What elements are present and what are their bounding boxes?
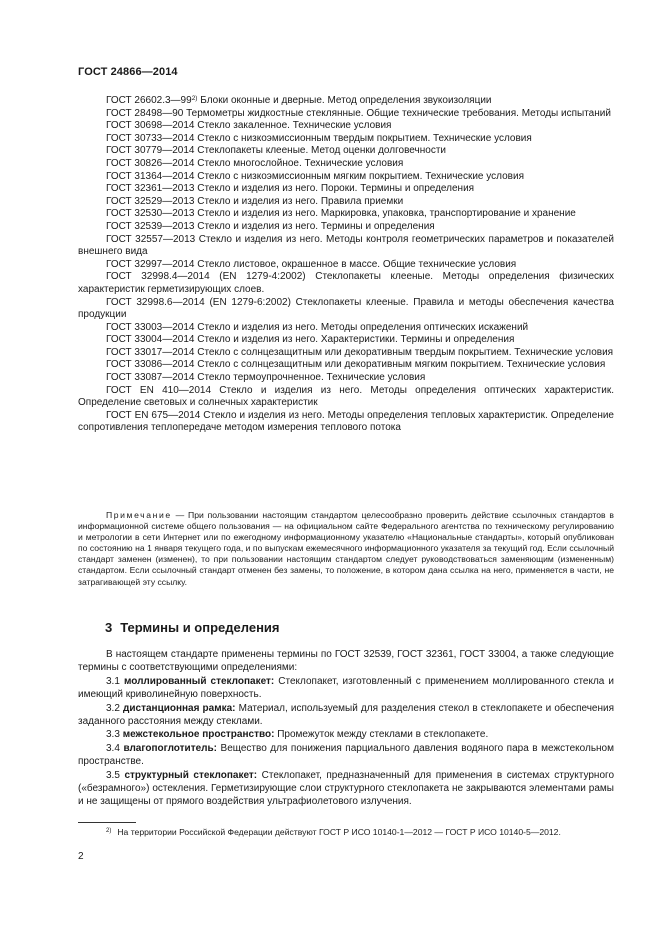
term-definition: Промежуток между стеклами в стеклопакете.	[274, 729, 489, 741]
reference-code: ГОСТ 32530—2013	[106, 208, 195, 220]
term-entry	[78, 728, 614, 741]
footnote-number: 2)	[106, 828, 112, 834]
footnote-separator	[78, 822, 136, 823]
term-entry	[78, 769, 614, 809]
reference-code: ГОСТ 26602.3—99	[106, 95, 192, 106]
reference-item	[78, 133, 614, 146]
reference-code: ГОСТ 33087—2014	[106, 372, 195, 384]
reference-title: Стекло и изделия из него. Методы определения оптических характеристик. Определение световых и солнечных характеристик	[78, 384, 615, 409]
reference-title: Стекло и изделия из него. Правила приемки	[194, 195, 404, 207]
reference-code: ГОСТ 30779—2014	[106, 145, 195, 157]
reference-item	[78, 359, 614, 372]
reference-code: ГОСТ 32361—2013	[106, 183, 195, 195]
reference-item	[78, 108, 614, 121]
reference-item	[78, 196, 614, 209]
reference-item	[78, 158, 614, 171]
section-number: 3	[105, 620, 113, 635]
reference-item	[78, 410, 614, 435]
reference-title: Блоки оконные и дверные. Метод определения звукоизоляции	[197, 95, 492, 106]
reference-code: ГОСТ EN 675—2014	[106, 409, 201, 421]
term-name: дистанционная рамка:	[123, 702, 236, 714]
reference-code: ГОСТ 32997—2014	[106, 258, 195, 270]
document-header: ГОСТ 24866—2014	[78, 66, 178, 78]
reference-title: Стекло и изделия из него. Термины и определения	[194, 220, 435, 232]
term-definition: Стеклопакет, предназначенный для применения в системах структурного («безрамного») остекления. Герметизирующие слои структурного стеклопакета не закрываются элементами рамы и не защищены от прямого воздействия ультрафиолетового излучения.	[78, 769, 615, 808]
reference-item	[78, 120, 614, 133]
reference-code: ГОСТ 28498—90	[106, 107, 184, 119]
page-number: 2	[78, 851, 84, 862]
reference-item	[78, 334, 614, 347]
reference-title: Стекло с солнцезащитным или декоративным твердым покрытием. Технические условия	[194, 346, 614, 358]
term-number: 3.1	[106, 675, 120, 687]
reference-item	[78, 297, 614, 322]
reference-code: ГОСТ 33003—2014	[106, 321, 195, 333]
reference-title: Стекло и изделия из него. Методы определения тепловых характеристик. Определение сопротивления теплопередаче методом измерения теплового потока	[78, 409, 614, 434]
reference-item	[78, 145, 614, 158]
section-heading	[105, 620, 280, 635]
reference-code: ГОСТ 32998.6—2014 (EN 1279-6:2002)	[106, 296, 291, 308]
reference-code: ГОСТ 32529—2013	[106, 195, 195, 207]
reference-title: Стекло с низкоэмиссионным мягким покрытием. Технические условия	[194, 170, 524, 182]
reference-item	[78, 322, 614, 335]
reference-code: ГОСТ 30698—2014	[106, 120, 195, 132]
reference-item	[78, 259, 614, 272]
terms-intro: В настоящем стандарте применены термины по ГОСТ 32539, ГОСТ 32361, ГОСТ 33004, а также следующие термины с соответствующими определениями:	[78, 649, 614, 674]
term-definition: Вещество для понижения парциального давления водяного пара в межстекольном пространстве.	[78, 742, 614, 768]
term-number: 3.5	[106, 769, 120, 781]
terms-list	[78, 648, 614, 809]
reference-code: ГОСТ 33004—2014	[106, 334, 195, 346]
reference-title: Стекло и изделия из него. Пороки. Термины и определения	[194, 183, 475, 195]
term-name: влагопоглотитель:	[123, 742, 217, 754]
reference-title: Стеклопакеты клееные. Метод оценки долговечности	[194, 145, 446, 157]
reference-item	[78, 234, 614, 259]
reference-title: Стекло закаленное. Технические условия	[194, 120, 392, 132]
reference-title: Стекло и изделия из него. Маркировка, упаковка, транспортирование и хранение	[194, 208, 576, 220]
term-number: 3.4	[106, 742, 120, 754]
normative-references	[78, 93, 614, 435]
reference-item	[78, 208, 614, 221]
reference-title: Стекло и изделия из него. Методы определения оптических искажений	[194, 321, 529, 333]
reference-title: Стеклопакеты клееные. Методы определения физических характеристик герметизирующих слоев.	[78, 271, 614, 295]
reference-item	[78, 385, 614, 410]
reference-item	[78, 347, 614, 360]
footnote-mark[interactable]: 2)	[191, 95, 198, 102]
reference-code: ГОСТ 32998.4—2014 (EN 1279-4:2002)	[106, 271, 306, 283]
term-definition: Стеклопакет, изготовленный с применением моллированного стекла и имеющий криволинейную поверхность.	[78, 675, 614, 701]
reference-code: ГОСТ 32557—2013	[106, 233, 196, 245]
reference-title: Стекло и изделия из него. Характеристики. Термины и определения	[194, 334, 515, 346]
reference-item	[78, 171, 614, 184]
reference-title: Стеклопакеты клееные. Правила и методы обеспечения качества продукции	[78, 296, 614, 321]
reference-item	[78, 221, 614, 234]
reference-title: Стекло многослойное. Технические условия	[194, 157, 404, 169]
term-name: моллированный стеклопакет:	[123, 675, 275, 687]
term-entry	[78, 742, 614, 769]
reference-code: ГОСТ 33017—2014	[106, 346, 195, 358]
reference-code: ГОСТ 30733—2014	[106, 132, 195, 144]
reference-item	[78, 372, 614, 385]
reference-title: Стекло термоупрочненное. Технические условия	[194, 372, 426, 384]
term-name: структурный стеклопакет:	[124, 769, 258, 781]
reference-title: Стекло с солнцезащитным или декоративным мягким покрытием. Технические условия	[194, 359, 606, 371]
reference-code: ГОСТ 31364—2014	[106, 170, 195, 182]
term-name: межстекольное пространство:	[122, 729, 275, 741]
reference-title: Стекло листовое, окрашенное в массе. Общие технические условия	[194, 258, 517, 270]
reference-code: ГОСТ 33086—2014	[106, 359, 195, 371]
reference-item	[78, 183, 614, 196]
reference-code: ГОСТ 30826—2014	[106, 157, 195, 169]
reference-title: Стекло и изделия из него. Методы контроля геометрических параметров и показателей внешнего вида	[78, 233, 615, 258]
reference-item	[78, 93, 614, 108]
term-number: 3.3	[106, 729, 120, 741]
reference-item	[78, 271, 614, 296]
section-title: Термины и определения	[120, 620, 280, 635]
reference-title: Термометры жидкостные стеклянные. Общие технические требования. Методы испытаний	[183, 107, 611, 119]
note-label: Примечание	[106, 510, 172, 520]
note-text: — При пользовании настоящим стандартом целесообразно проверить действие ссылочных стандартов в информационной системе общего пользования — на официальном сайте Федерального агентства по техническому регулированию и метрологии в сети Интернет или по ежегодному информационному указателю «Национальные стандарты», который опубликован по состоянию на 1 января текущего года, и по выпускам ежемесячного информационного указателя за текущий год. Если ссылочный стандарт заменен (изменен), то при пользовании настоящим стандартом следует руководствоваться заменяющим (измененным) стандартом. Если ссылочный стандарт отменен без замены, то положение, в котором дана ссылка на него, применяется в части, не затрагивающей эту ссылку.	[78, 510, 614, 587]
term-entry	[78, 675, 614, 702]
reference-title: Стекло с низкоэмиссионным твердым покрытием. Технические условия	[194, 132, 532, 144]
references-note	[78, 510, 614, 588]
footnote-text: На территории Российской Федерации действуют ГОСТ Р ИСО 10140-1—2012 — ГОСТ Р ИСО 10140-5—2012.	[117, 827, 561, 837]
footnote	[78, 826, 614, 838]
term-entry	[78, 702, 614, 729]
term-definition: Материал, используемый для разделения стекол в стеклопакете и обеспечения заданного расстояния между стеклами.	[78, 702, 615, 728]
reference-code: ГОСТ EN 410—2014	[106, 384, 212, 396]
reference-code: ГОСТ 32539—2013	[106, 220, 195, 232]
term-number: 3.2	[106, 702, 120, 714]
